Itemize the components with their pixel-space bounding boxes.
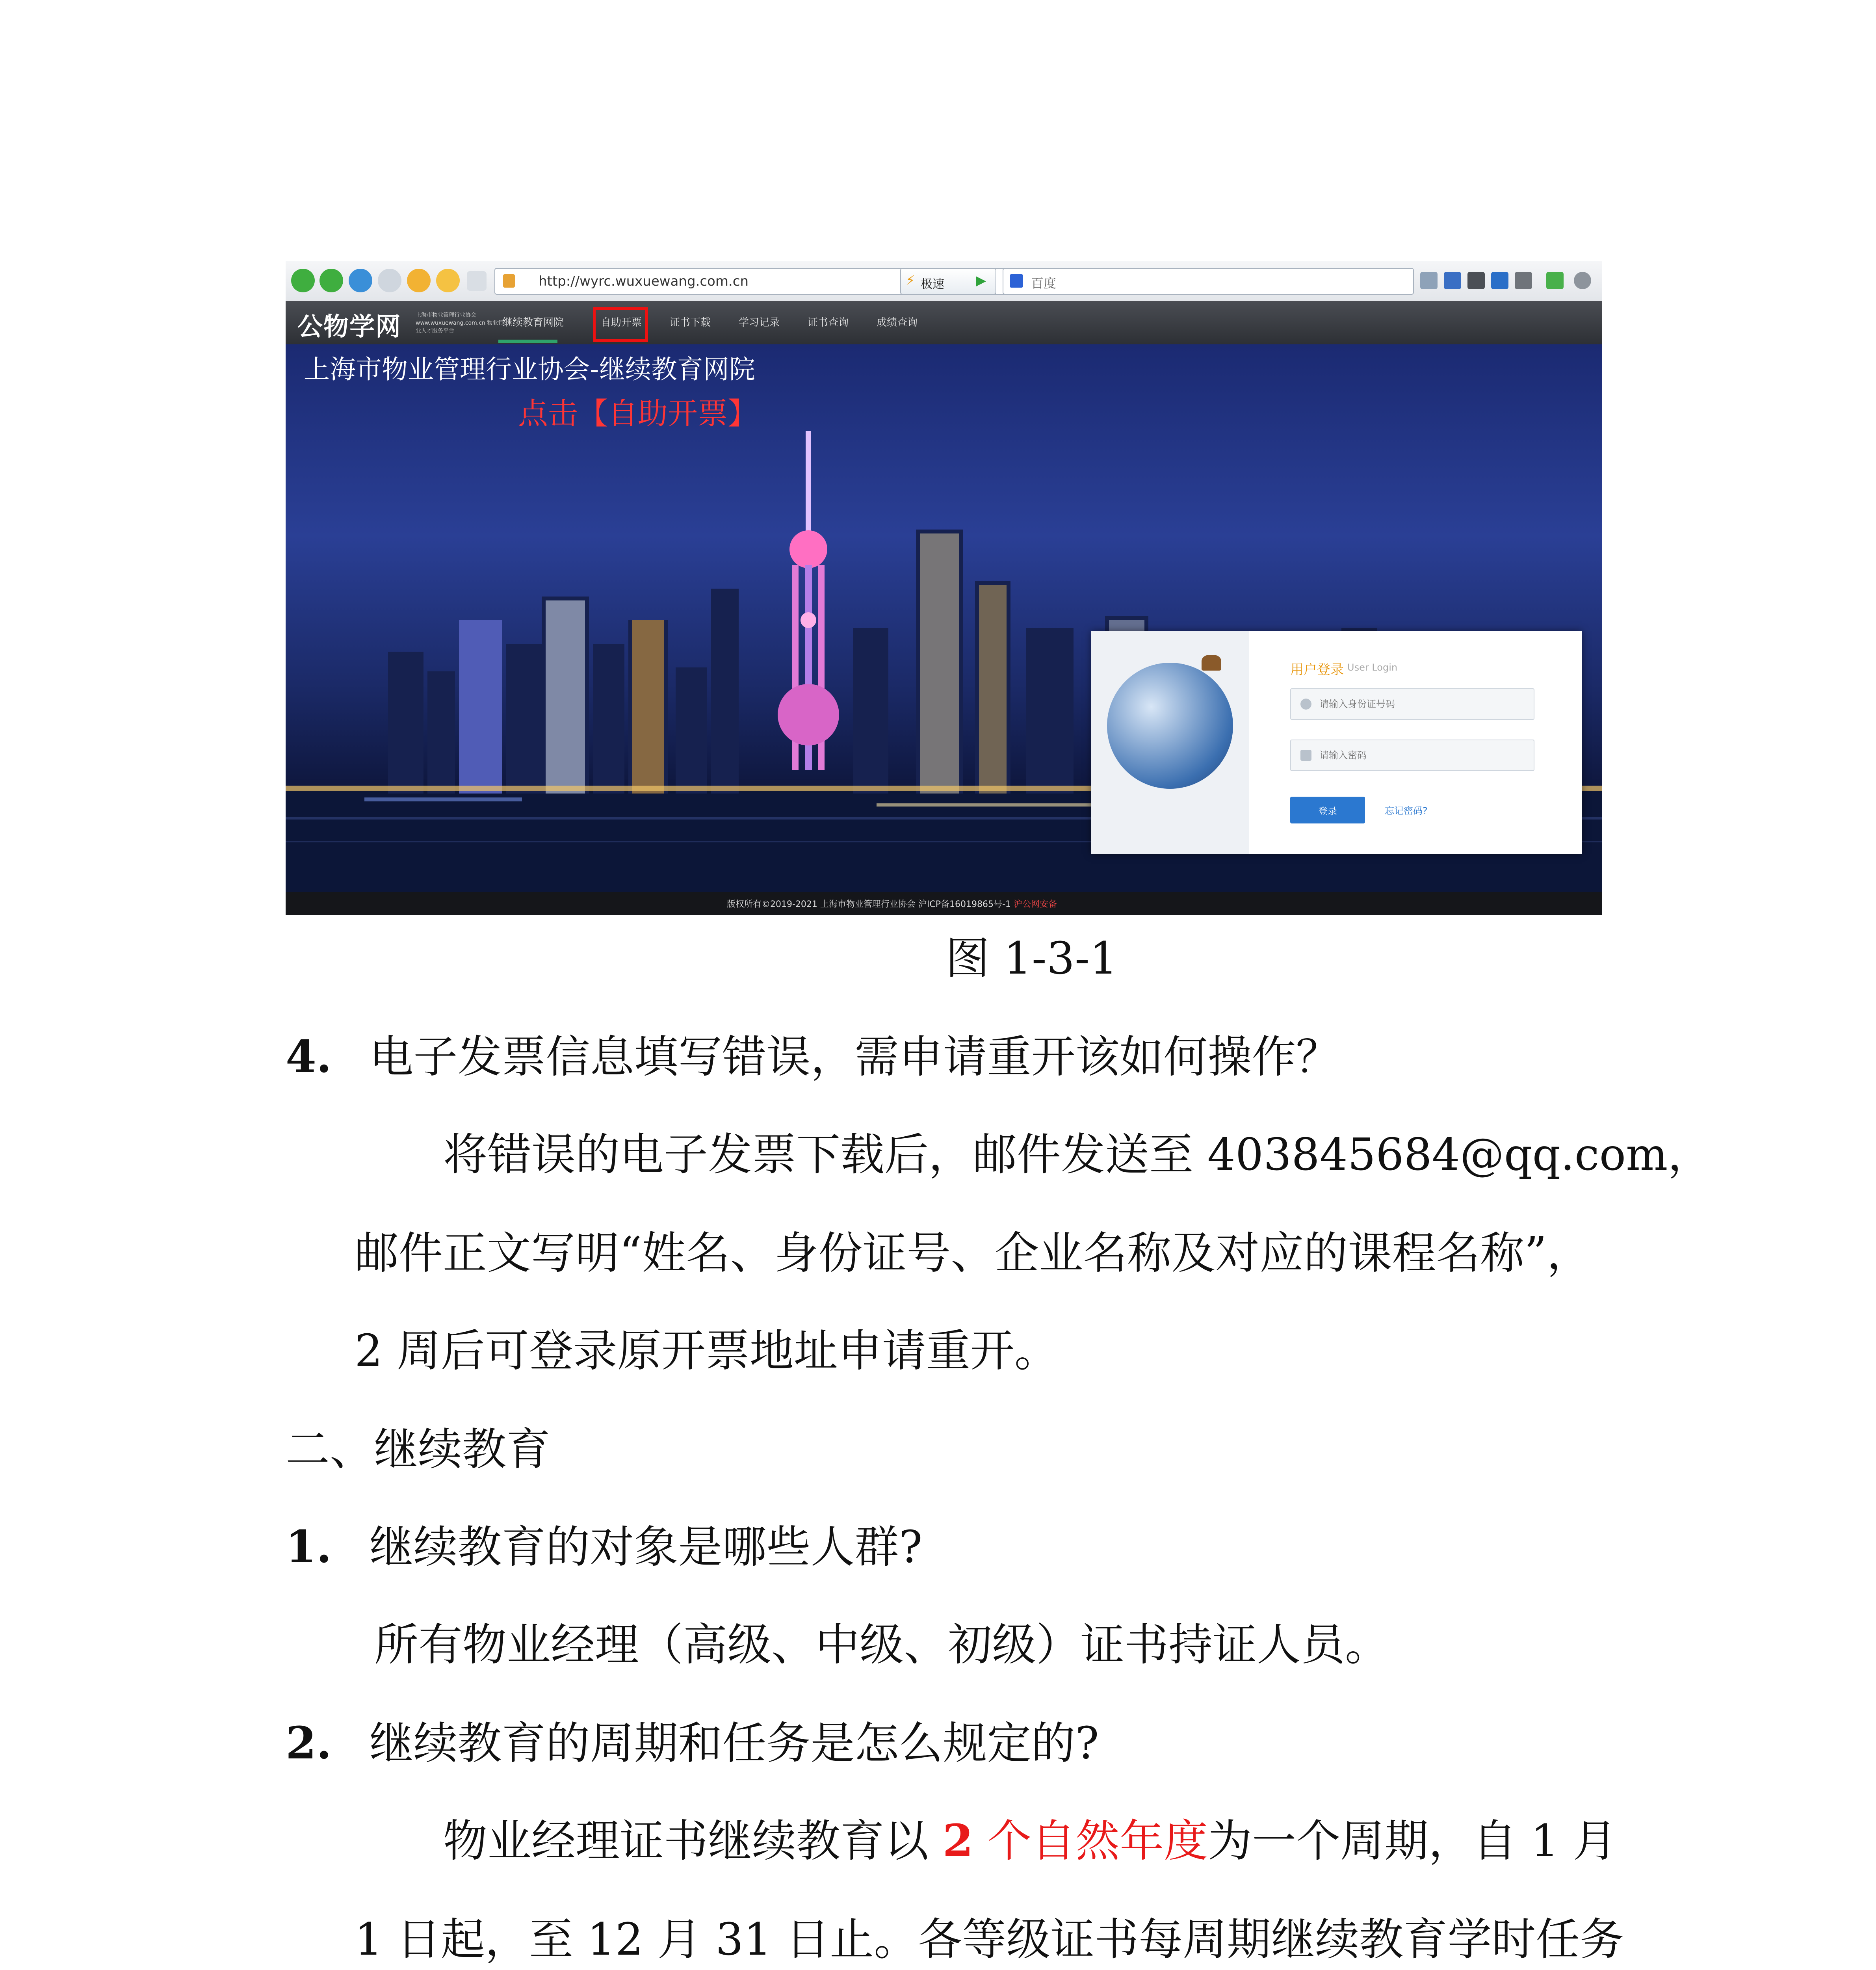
login-panel (1091, 631, 1582, 854)
answer-1: 所有物业经理（高级、中级、初级）证书持证人员。 (374, 1619, 1389, 1671)
site-header (286, 301, 1602, 344)
section-2-heading: 二、继续教育 (286, 1424, 550, 1475)
id-number-field[interactable] (1290, 688, 1534, 720)
answer-4-line-3: 2 周后可登录原开票地址申请重开。 (355, 1325, 1059, 1377)
apps-grid-icon[interactable] (1444, 272, 1461, 289)
password-field[interactable] (1290, 740, 1534, 771)
nav-tab-self-invoice[interactable]: 自助开票 (601, 317, 642, 329)
nav-tab-continuing-education[interactable]: 继续教育网院 (502, 317, 564, 329)
id-number-input[interactable] (1319, 696, 1529, 713)
site-logo-subtitle: 上海市物业管理行业协会 www.wuxuewang.com.cn 物业行业人才服务平台 (416, 312, 504, 334)
download-icon[interactable] (1491, 272, 1508, 289)
battery-icon (1546, 272, 1564, 289)
answer-2-line-1-prefix: 物业经理证书继续教育以 (443, 1816, 929, 1867)
natural-year-emphasis: 个自然年度 (987, 1816, 1208, 1867)
figure-caption: 图 1-3-1 (945, 933, 1118, 984)
question-4-title: 电子发票信息填写错误，需申请重开该如何操作？ (369, 1031, 1340, 1083)
globe-icon (1107, 663, 1233, 789)
login-title: 用户登录 (1290, 662, 1344, 678)
answer-2-line-1 (443, 1816, 1617, 1867)
scissors-icon[interactable] (1515, 272, 1532, 289)
copyright-main: 版权所有©2019-2021 上海市物业管理行业协会 沪ICP备16019865号-1 (727, 900, 1011, 909)
settings-gear-icon[interactable] (1574, 272, 1591, 289)
search-placeholder: 百度 (1031, 276, 1057, 291)
password-input[interactable] (1319, 747, 1529, 764)
question-1 (286, 1522, 923, 1573)
nav-tab-learning-records[interactable]: 学习记录 (739, 317, 780, 329)
forward-icon[interactable] (319, 269, 343, 292)
question-4 (286, 1031, 1340, 1083)
answer-4-line-2: 邮件正文写明“姓名、身份证号、企业名称及对应的课程名称”， (355, 1228, 1591, 1279)
address-text: http://wyrc.wuxuewang.com.cn (539, 273, 749, 289)
police-record-link[interactable]: 沪公网安备 (1013, 900, 1057, 909)
speed-mode-label: 极速 (921, 277, 944, 291)
home-icon[interactable] (378, 269, 401, 292)
hero-title: 上海市物业管理行业协会-继续教育网院 (304, 354, 755, 385)
question-2 (286, 1718, 1099, 1769)
question-2-number: 2. (286, 1717, 332, 1769)
self-invoice-highlight-box (593, 307, 648, 342)
lock-icon (503, 274, 515, 288)
nav-tab-certificate-download[interactable]: 证书下载 (670, 317, 711, 329)
forgot-password-link[interactable]: 忘记密码? (1385, 805, 1428, 816)
baidu-icon (1010, 274, 1023, 288)
answer-2-line-1-suffix: 为一个周期，自 1 月 (1208, 1816, 1617, 1867)
sync-icon[interactable] (1467, 272, 1485, 289)
answer-4-line-1: 将错误的电子发票下载后，邮件发送至 403845684@qq.com， (443, 1129, 1712, 1180)
site-logo[interactable]: 公物学网 (297, 312, 401, 342)
lightning-icon: ⚡ (906, 273, 915, 288)
question-1-number: 1. (286, 1521, 332, 1573)
nav-tab-certificate-query[interactable]: 证书查询 (808, 317, 849, 329)
nav-tab-score-query[interactable]: 成绩查询 (877, 317, 918, 329)
shield-icon[interactable] (467, 271, 487, 291)
question-4-number: 4. (286, 1031, 332, 1083)
play-icon: ▶ (976, 273, 986, 288)
favorites-star-icon[interactable] (436, 269, 460, 292)
login-title-english: User Login (1347, 662, 1398, 673)
search-bar[interactable] (1003, 268, 1414, 295)
login-illustration (1091, 631, 1249, 854)
question-2-title: 继续教育的周期和任务是怎么规定的? (369, 1718, 1099, 1769)
user-icon (1300, 699, 1311, 710)
copyright-text (727, 898, 1057, 910)
lock-icon (1300, 750, 1311, 761)
click-invoice-hint: 点击【自助开票】 (518, 396, 758, 431)
answer-2-line-2: 1 日起，至 12 月 31 日止。各等级证书每周期继续教育学时任务 (355, 1914, 1624, 1965)
login-button[interactable]: 登录 (1290, 797, 1365, 823)
speed-mode-button[interactable] (900, 268, 996, 295)
browser-toolbar (286, 261, 1602, 302)
search-submit-icon[interactable] (1420, 272, 1438, 289)
site-footer (286, 892, 1602, 915)
history-icon[interactable] (407, 269, 431, 292)
butterfly-icon (1202, 655, 1221, 671)
back-icon[interactable] (291, 269, 315, 292)
cycle-years-number: 2 (942, 1815, 973, 1867)
refresh-icon[interactable] (349, 269, 372, 292)
active-tab-indicator (498, 340, 557, 343)
question-1-title: 继续教育的对象是哪些人群? (369, 1522, 923, 1573)
screenshot-figure (286, 261, 1602, 915)
